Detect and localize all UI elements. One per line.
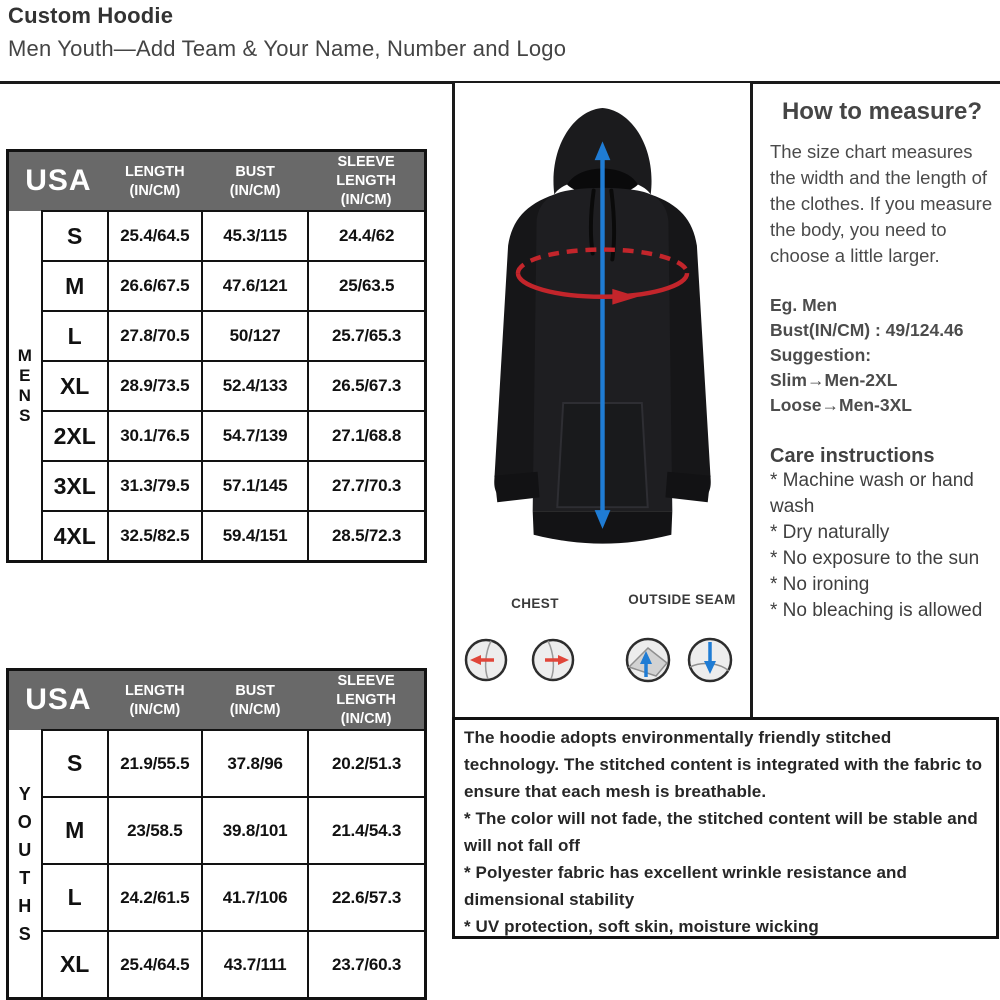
- table-row: [8, 461, 426, 511]
- size-cell: XL: [42, 931, 108, 999]
- column-header-bust: BUST (IN/CM): [202, 670, 308, 731]
- column-header-length: LENGTH (IN/CM): [108, 151, 202, 212]
- how-to-measure-panel: [756, 84, 1000, 716]
- chest-arrow-left-icon: [466, 640, 506, 680]
- size-cell: 3XL: [42, 461, 108, 511]
- length-cell: 31.3/79.5: [108, 461, 202, 511]
- sleeve-cell: 20.2/51.3: [308, 730, 425, 797]
- bust-cell: 59.4/151: [202, 511, 308, 562]
- column-header-usa: USA: [8, 670, 108, 731]
- length-cell: 25.4/64.5: [108, 931, 202, 999]
- mens-size-table: [6, 149, 427, 563]
- bust-cell: 54.7/139: [202, 411, 308, 461]
- youth-size-table: [6, 668, 427, 1000]
- table-row: [8, 361, 426, 411]
- length-cell: 21.9/55.5: [108, 730, 202, 797]
- description-bullet: * The color will not fade, the stitched content will be stable and will not fall off: [464, 809, 978, 855]
- suggestion-line: Suggestion:: [770, 345, 872, 365]
- size-cell: XL: [42, 361, 108, 411]
- bust-cell: 57.1/145: [202, 461, 308, 511]
- sleeve-cell: 27.7/70.3: [308, 461, 425, 511]
- suggestion-line: Bust(IN/CM) : 49/124.46: [770, 320, 964, 340]
- care-line: * No ironing: [770, 574, 870, 595]
- hoodie-right-cuff: [665, 472, 710, 502]
- hoodie-illustration: [455, 89, 750, 595]
- table-row: [8, 211, 426, 261]
- size-cell: L: [42, 864, 108, 931]
- sleeve-cell: 28.5/72.3: [308, 511, 425, 562]
- product-description-box: [452, 717, 999, 939]
- bust-cell: 43.7/111: [202, 931, 308, 999]
- hoodie-left-cuff: [494, 472, 539, 502]
- length-cell: 28.9/73.5: [108, 361, 202, 411]
- size-cell: 4XL: [42, 511, 108, 562]
- size-suggestion-block: [770, 293, 994, 418]
- mens-side-label: MENS: [8, 211, 42, 562]
- care-instructions-list: [770, 468, 994, 624]
- size-cell: L: [42, 311, 108, 361]
- description-bullet: * Polyester fabric has excellent wrinkle resistance and dimensional stability: [464, 863, 907, 909]
- column-header-bust: BUST (IN/CM): [202, 151, 308, 212]
- sleeve-cell: 26.5/67.3: [308, 361, 425, 411]
- size-cell: 2XL: [42, 411, 108, 461]
- seam-arrow-up-icon: [627, 639, 669, 681]
- sleeve-cell: 23.7/60.3: [308, 931, 425, 999]
- size-cell: M: [42, 797, 108, 864]
- sleeve-cell: 27.1/68.8: [308, 411, 425, 461]
- bust-cell: 50/127: [202, 311, 308, 361]
- size-cell: M: [42, 261, 108, 311]
- chest-arrow-right-icon: [533, 640, 573, 680]
- suggestion-line: Eg. Men: [770, 295, 838, 315]
- measure-detail-icons: [455, 625, 750, 697]
- length-cell: 26.6/67.5: [108, 261, 202, 311]
- care-line: * Machine wash or hand wash: [770, 470, 974, 517]
- length-cell: 32.5/82.5: [108, 511, 202, 562]
- bust-cell: 39.8/101: [202, 797, 308, 864]
- measure-description: The size chart measures the width and the length of the clothes. If you measure the body, you need to choose a little larger.: [770, 141, 993, 266]
- table-row: [8, 931, 426, 999]
- care-line: * No bleaching is allowed: [770, 600, 983, 621]
- column-header-length: LENGTH (IN/CM): [108, 670, 202, 731]
- size-cell: S: [42, 730, 108, 797]
- table-row: [8, 797, 426, 864]
- length-cell: 25.4/64.5: [108, 211, 202, 261]
- bust-cell: 47.6/121: [202, 261, 308, 311]
- table-row: [8, 864, 426, 931]
- suggestion-line: Loose→Men-3XL: [770, 395, 912, 415]
- page-subtitle: Men Youth—Add Team & Your Name, Number and Logo: [8, 36, 567, 61]
- bust-cell: 41.7/106: [202, 864, 308, 931]
- table-row: [8, 311, 426, 361]
- care-line: * Dry naturally: [770, 522, 890, 543]
- bust-cell: 45.3/115: [202, 211, 308, 261]
- chest-label: CHEST: [511, 596, 559, 611]
- description-bullet: * UV protection, soft skin, moisture wicking: [464, 917, 819, 936]
- hoodie-measure-panel: [452, 83, 753, 717]
- length-cell: 23/58.5: [108, 797, 202, 864]
- description-paragraph: The hoodie adopts environmentally friendly stitched technology. The stitched content is integrated with the fabric to ensure that each mesh is breathable.: [464, 728, 983, 801]
- sleeve-cell: 25/63.5: [308, 261, 425, 311]
- suggestion-line: Slim→Men-2XL: [770, 370, 898, 390]
- bust-cell: 37.8/96: [202, 730, 308, 797]
- how-to-measure-title: How to measure?: [781, 98, 983, 125]
- table-row: [8, 261, 426, 311]
- column-header-sleeve: SLEEVE LENGTH (IN/CM): [308, 151, 425, 212]
- page-title: Custom Hoodie: [8, 3, 174, 28]
- sleeve-cell: 21.4/54.3: [308, 797, 425, 864]
- seam-arrow-down-icon: [689, 639, 731, 681]
- column-header-sleeve: SLEEVE LENGTH (IN/CM): [308, 670, 425, 731]
- bust-cell: 52.4/133: [202, 361, 308, 411]
- length-cell: 30.1/76.5: [108, 411, 202, 461]
- table-row: [8, 511, 426, 562]
- outside-seam-label: OUTSIDE SEAM: [628, 592, 736, 607]
- table-header-row: [8, 670, 426, 731]
- care-instructions-title: Care instructions: [770, 445, 935, 467]
- care-line: * No exposure to the sun: [770, 548, 980, 569]
- sleeve-cell: 24.4/62: [308, 211, 425, 261]
- youth-side-label: YOUTHS: [8, 730, 42, 999]
- length-cell: 27.8/70.5: [108, 311, 202, 361]
- size-cell: S: [42, 211, 108, 261]
- table-header-row: [8, 151, 426, 212]
- column-header-usa: USA: [8, 151, 108, 212]
- length-cell: 24.2/61.5: [108, 864, 202, 931]
- sleeve-cell: 25.7/65.3: [308, 311, 425, 361]
- sleeve-cell: 22.6/57.3: [308, 864, 425, 931]
- table-row: [8, 730, 426, 797]
- table-row: [8, 411, 426, 461]
